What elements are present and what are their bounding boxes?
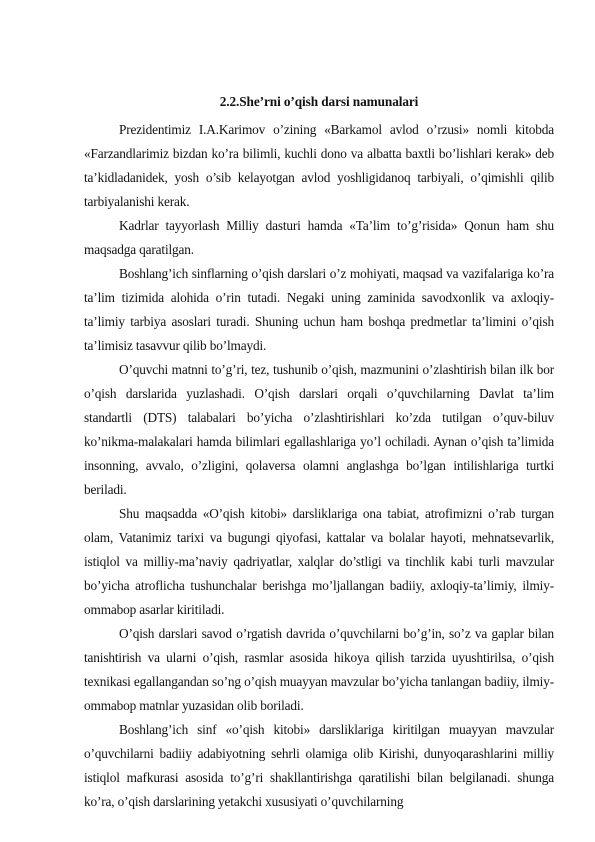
paragraph: O’qish darslari savod o’rgatish davrida o’quvchilarni bo’g’in, so’z va gaplar bilan tanishtirish va ularni o’qish, rasmlar asosida hikoya qilish tarzida uyushtirilsa, o’qish texnikasi egallangandan so’ng o’qish muayyan mavzular bo’yicha tanlangan badiiy, ilmiy-ommabop matnlar yuzasidan olib boriladi. [84, 626, 554, 713]
paragraph: Prezidentimiz I.A.Karimov o’zining «Barkamol avlod o’rzusi» nomli kitobda «Farzandlarimiz bizdan ko’ra bilimli, kuchli dono va albatta baxtli bo’lishlari kerak» deb ta’kidladanidek, yosh o’sib kelayotgan avlod yoshligidanoq tarbiyali, o’qimishli qilib tarbiyalanishi kerak. [84, 122, 554, 209]
section-heading: 2.2.She’rni o’qish darsi namunalari [219, 94, 419, 109]
document-body [84, 118, 554, 814]
paragraph: Boshlang’ich sinflarning o’qish darslari o’z mohiyati, maqsad va vazifalariga ko’ra ta’lim tizimida alohida o’rin tutadi. Negaki uning zaminida savodxonlik va axloqiy-ta’limiy tarbiya asoslari turadi. Shuning uchun ham boshqa predmetlar ta’limini o’qish ta’limisiz tasavvur qilib bo’lmaydi. [84, 266, 554, 353]
paragraph: Kadrlar tayyorlash Milliy dasturi hamda «Ta’lim to’g’risida» Qonun ham shu maqsadga qaratilgan. [84, 218, 554, 257]
paragraph: Shu maqsadda «O’qish kitobi» darsliklariga ona tabiat, atrofimizni o’rab turgan olam, Vatanimiz tarixi va bugungi qiyofasi, kattalar va bolalar hayoti, mehnatsevarlik, istiqlol va milliy-ma’naviy qadriyatlar, xalqlar do’stligi va tinchlik kabi turli mavzular bo’yicha atroflicha tushunchalar berishga mo’ljallangan badiiy, axloqiy-ta’limiy, ilmiy-ommabop asarlar kiritiladi. [84, 506, 554, 617]
paragraph: O’quvchi matnni to’g’ri, tez, tushunib o’qish, mazmunini o’zlashtirish bilan ilk bor o’qish darslarida yuzlashadi. O’qish darslari orqali o’quvchilarning Davlat ta’lim standartli (DTS) talabalari bo’yicha o’zlashtirishlari ko’zda tutilgan o’quv-biluv ko’nikma-malakalari hamda bilimlari egallashlariga yo’l ochiladi. Aynan o’qish ta’limida insonning, avvalo, o’zligini, qolaversa olamni anglashga bo’lgan intilishlariga turtki beriladi. [84, 362, 554, 497]
paragraph: Boshlang’ich sinf «o’qish kitobi» darsliklariga kiritilgan muayyan mavzular o’quvchilarni badiiy adabiyotning sehrli olamiga olib Kirishi, dunyoqarashlarini milliy istiqlol mafkurasi asosida to’g’ri shakllantirishga qaratilishi bilan belgilanadi. shunga ko’ra, o’qish darslarining yetakchi xususiyati o’quvchilarning [84, 722, 554, 809]
